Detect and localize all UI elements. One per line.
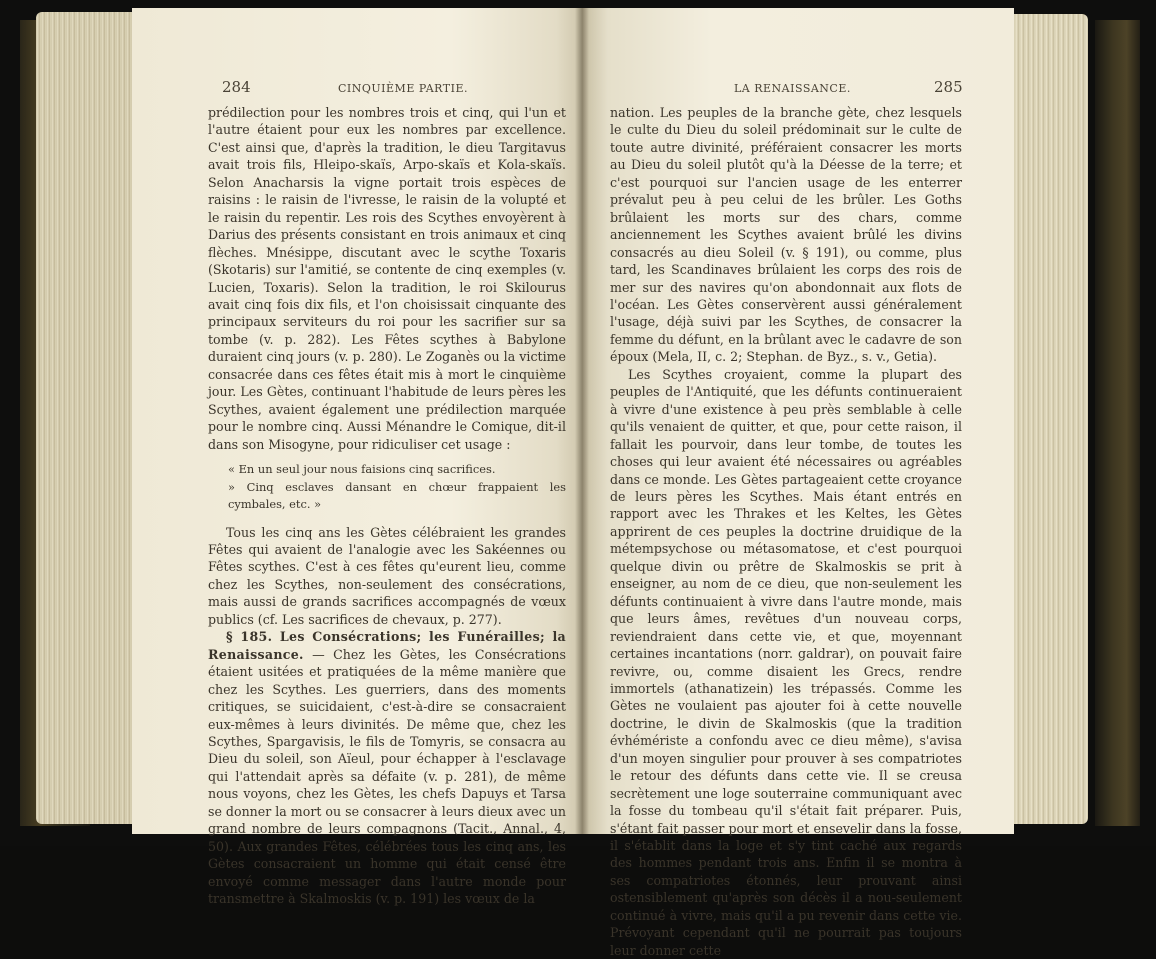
page-number: 284	[222, 78, 251, 96]
paragraph: prédilection pour les nombres trois et cinq, qui l'un et l'autre étaient pour eux les nombres par excellence. C'est ainsi que, d'après la tradition, le dieu Targitavus avait trois fils, Hleipo-skaïs, Arpo-skaïs et Kola-skaïs. Selon Anacharsis la vigne portait trois espèces de raisins : le raisin de l'ivresse, le raisin de la volupté et le raisin du repentir. Les rois des Scythes envoyèrent à Darius des présents consistant en trois animaux et cinq flèches. Mnésippe, discutant avec le scythe Toxaris (Skotaris) sur l'amitié, se contente de cinq exemples (v. Lucien, Toxaris). Selon la tradition, le roi Skilourus avait cinq fois dix fils, et l'on choisissait cinquante des principaux serviteurs du roi pour les sacrifier sur sa tombe (v. p. 282). Les Fêtes scythes à Babylone duraient cinq jours (v. p. 280). Le Zoganès ou la victime consacrée dans ces fêtes était mis à mort le cinquième jour. Les Gètes, continuant l'habitude de leurs pères les Scythes, avaient également une prédilection marquée pour le nombre cinq. Aussi Ménandre le Comique, dit-il dans son Misogyne, pour ridiculiser cet usage :	[208, 105, 566, 452]
running-head: LA RENAISSANCE.	[734, 82, 851, 95]
paragraph: Tous les cinq ans les Gètes célébraient les grandes Fêtes qui avaient de l'analogie avec les Sakéennes ou Fêtes scythes. C'est à ces fêtes qu'eurent lieu, comme chez les Scythes, non-seulement des consécrations, mais aussi de grands sacrifices accompagnés de vœux publics (cf. Les sacrifices de chevaux, p. 277).	[208, 524, 566, 627]
right-page	[582, 8, 1014, 958]
running-head: CINQUIÈME PARTIE.	[338, 82, 468, 95]
quote-line: « En un seul jour nous faisions cinq sacrifices.	[228, 462, 496, 477]
section-text: — Chez les Gètes, les Consécrations étaient usitées et pratiquées de la même manière que chez les Scythes. Les guerriers, dans des moments critiques, se suicidaient, c'est-à-dire se consacraient eux-mêmes à leurs divinités. De même que, chez les Scythes, Spargavisis, le fils de Tomyris, se consacra au Dieu du soleil, son Aïeul, pour échapper à l'esclavage qui l'attendait après sa défaite (v. p. 281), de même nous voyons, chez les Gètes, les chefs Dapuys et Tarsa se donner la mort ou se consacrer à leurs dieux avec un grand nombre de leurs compagnons (Tacit., Annal., 4, 50). Aux grandes Fêtes, célébrées tous les cinq ans, les Gètes consacraient un homme qui était censé être envoyé comme messager dans l'autre monde pour transmettre à Skalmoskis (v. p. 191) les vœux de la	[208, 646, 566, 907]
page-edges-left	[36, 12, 136, 824]
left-page	[132, 8, 588, 907]
paragraph: nation. Les peuples de la branche gète, chez lesquels le culte du Dieu du soleil prédominait sur le culte de toute autre divinité, préféraient consacrer les morts au Dieu du soleil plutôt qu'à la Déesse de la terre; et c'est pourquoi sur l'ancien usage de les enterrer prévalut peu à peu celui de les brûler. Les Goths brûlaient les morts sur des chars, comme anciennement les Scythes avaient brûlé les divins consacrés au dieu Soleil (v. § 191), ou comme, plus tard, les Scandinaves brûlaient les corps des rois de mer sur des navires qu'on abondonnait aux flots de l'océan. Les Gètes conservèrent aussi généralement l'usage, déjà suivi par les Scythes, de consacrer la femme du défunt, en la brûlant avec le cadavre de son époux (Mela, II, c. 2; Stephan. de Byz., s. v., Getia).	[610, 105, 962, 365]
book-gutter	[575, 8, 589, 834]
quotation	[208, 461, 566, 514]
left-text-block	[208, 104, 566, 908]
right-text-block	[610, 104, 962, 959]
paragraph: Les Scythes croyaient, comme la plupart des peuples de l'Antiquité, que les défunts continueraient à vivre d'une existence à peu près semblable à celle qu'ils venaient de quitter, et que, pour cette raison, il fallait les pourvoir, dans leur tombe, de toutes les choses qui leur avaient été nécessaires ou agréables dans ce monde. Les Gètes partageaient cette croyance de leurs pères les Scythes. Mais étant entrés en rapport avec les Thrakes et les Keltes, les Gètes apprirent de ces peuples la doctrine druidique de la métempsychose ou métasomatose, et c'est pourquoi quelque divin ou prêtre de Skalmoskis se prit à enseigner, au nom de ce dieu, que non-seulement les défunts continuaient à vivre dans l'autre monde, mais que leurs âmes, revêtues d'un nouveau corps, reviendraient dans cette vie, et que, moyennant certaines incantations (norr. galdrar), on pouvait faire revivre, ou, comme disaient les Grecs, rendre immortels (athanatizein) les trépassés. Comme les Gètes ne voulaient pas ajouter foi à cette nouvelle doctrine, le divin de Skalmoskis (que la tradition évhémériste a confondu avec ce dieu même), s'avisa d'un moyen singulier pour prouver à ses compatriotes le retour des défunts dans cette vie. Il se creusa secrètement une loge souterraine communiquant avec la fosse du tombeau qu'il s'était fait préparer. Puis, s'étant fait passer pour mort et ensevelir dans la fosse, il s'établit dans la loge et s'y tint caché aux regards des hommes pendant trois ans. Enfin il se montra à ses compatriotes étonnés, leur prouvant ainsi ostensiblement qu'après son décès il a nou-seulement continué à vivre, mais qu'il a pu revenir dans cette vie. Prévoyant cependant qu'il ne pourrait pas toujours leur donner cette	[610, 366, 962, 958]
section-heading: § 185. Les Consécrations; les Funérailles; la Renaissance.	[208, 629, 566, 662]
page-number: 285	[934, 78, 963, 96]
book-cover-right	[1095, 20, 1140, 826]
section-paragraph	[208, 628, 566, 907]
page-edges-right	[1010, 14, 1088, 824]
quote-line: » Cinq esclaves dansant en chœur frappaient les cymbales, etc. »	[228, 479, 566, 512]
